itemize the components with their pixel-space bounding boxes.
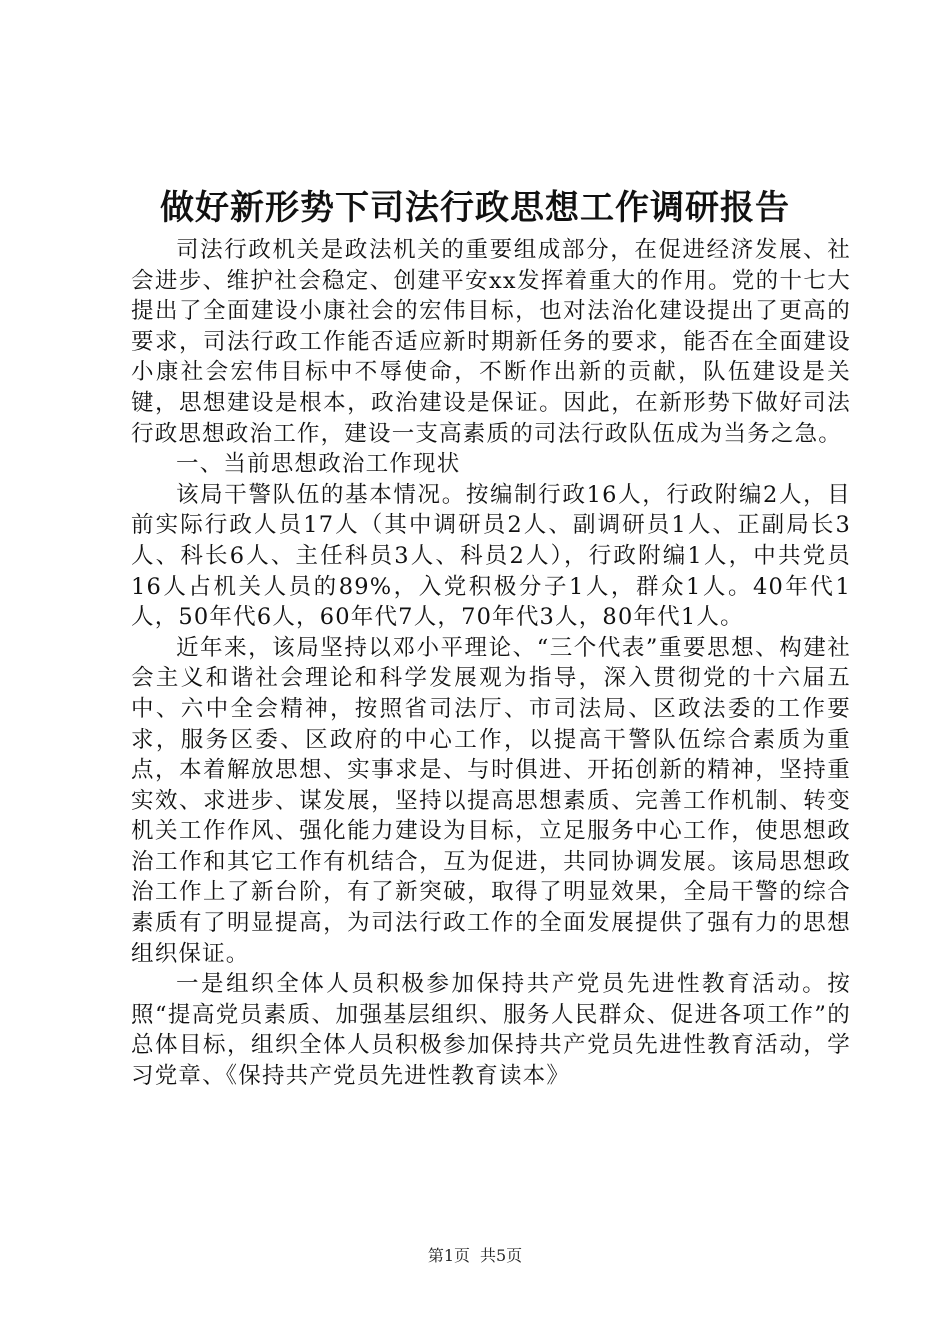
page-footer (0, 1245, 950, 1267)
paragraph-staff-basics: 该局干警队伍的基本情况。按编制行政16人，行政附编2人，目前实际行政人员17人（其中调研员2人、副调研员1人、正副局长3人、科长6人、主任科员3人、科员2人），行政附编1人，中共党员16人占机关人员的89%，入党积极分子1人，群众1人。40年代1人，50年代6人，60年代7人，70年代3人，80年代1人。 (131, 481, 851, 631)
paragraph-intro: 司法行政机关是政法机关的重要组成部分，在促进经济发展、社会进步、维护社会稳定、创建平安xx发挥着重大的作用。党的十七大提出了全面建设小康社会的宏伟目标，也对法治化建设提出了更高的要求，司法行政工作能否适应新时期新任务的要求，能否在全面建设小康社会宏伟目标中不辱使命，不断作出新的贡献，队伍建设是关键，思想建设是根本，政治建设是保证。因此，在新形势下做好司法行政思想政治工作，建设一支高素质的司法行政队伍成为当务之急。 (131, 237, 851, 447)
page-total: 共5页 (480, 1246, 523, 1265)
document-title: 做好新形势下司法行政思想工作调研报告 (160, 188, 790, 228)
page-number: 第1页 (427, 1246, 470, 1265)
document-body (131, 235, 851, 1092)
paragraph-first-measure: 一是组织全体人员积极参加保持共产党员先进性教育活动。按照“提高党员素质、加强基层组织、服务人民群众、促进各项工作”的总体目标，组织全体人员积极参加保持共产党员先进性教育活动，学习党章、《保持共产党员先进性教育读本》 (131, 971, 851, 1090)
section-heading-current-status: 一、当前思想政治工作现状 (176, 451, 461, 478)
paragraph-recent-years: 近年来，该局坚持以邓小平理论、“三个代表”重要思想、构建社会主义和谐社会理论和科学发展观为指导，深入贯彻党的十六届五中、六中全会精神，按照省司法厅、市司法局、区政法委的工作要求，服务区委、区政府的中心工作，以提高干警队伍综合素质为重点，本着解放思想、实事求是、与时俱进、开拓创新的精神，坚持重实效、求进步、谋发展，坚持以提高思想素质、完善工作机制、转变机关工作作风、强化能力建设为目标，立足服务中心工作，使思想政治工作和其它工作有机结合，互为促进，共同协调发展。该局思想政治工作上了新台阶，有了新突破，取得了明显效果，全局干警的综合素质有了明显提高，为司法行政工作的全面发展提供了强有力的思想组织保证。 (131, 634, 851, 967)
